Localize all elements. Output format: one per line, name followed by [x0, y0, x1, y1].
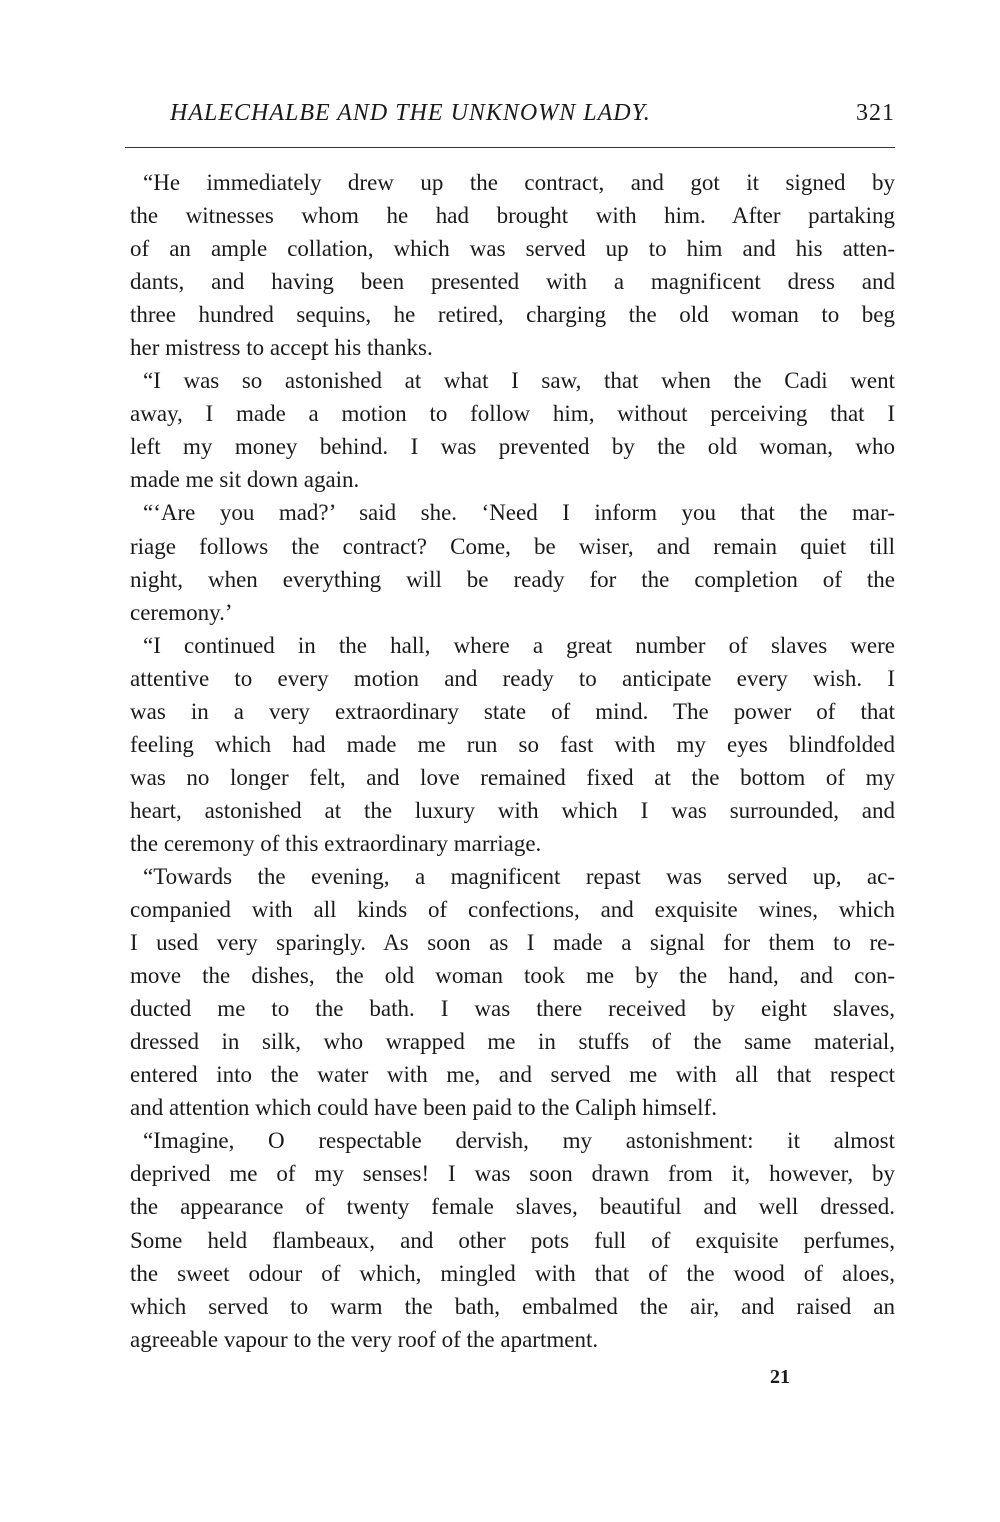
text-line: the witnesses whom he had brought with him. After partaking — [130, 203, 895, 229]
paragraph — [130, 1124, 895, 1355]
header-rule — [125, 147, 895, 148]
text-line: made me sit down again. — [130, 467, 360, 493]
text-line: agreeable vapour to the very roof of the apartment. — [130, 1326, 599, 1352]
text-line: Some held flambeaux, and other pots full of exquisite perfumes, — [130, 1227, 895, 1253]
text-line: dressed in silk, who wrapped me in stuffs of the same material, — [130, 1029, 895, 1055]
text-line: attentive to every motion and ready to anticipate every wish. I — [130, 665, 895, 691]
text-line: dants, and having been presented with a magnificent dress and — [130, 269, 895, 295]
running-title: HALECHALBE AND THE UNKNOWN LADY. — [170, 100, 651, 126]
text-line: “I continued in the hall, where a great number of slaves were — [143, 632, 895, 658]
text-line: the sweet odour of which, mingled with that of the wood of aloes, — [130, 1260, 895, 1286]
running-header — [170, 100, 895, 136]
text-line: the ceremony of this extraordinary marriage. — [130, 830, 542, 856]
text-line: away, I made a motion to follow him, without perceiving that I — [130, 401, 895, 427]
text-line: the appearance of twenty female slaves, beautiful and well dressed. — [130, 1194, 895, 1220]
text-line: and attention which could have been paid to the Caliph himself. — [130, 1095, 717, 1121]
text-line: deprived me of my senses! I was soon drawn from it, however, by — [130, 1161, 895, 1187]
paragraph — [130, 496, 895, 628]
text-line: “He immediately drew up the contract, and got it signed by — [143, 170, 895, 195]
text-line: her mistress to accept his thanks. — [130, 335, 433, 361]
text-line: feeling which had made me run so fast with my eyes blindfolded — [130, 731, 895, 757]
text-line: “‘Are you mad?’ said she. ‘Need I inform you that the mar- — [143, 500, 895, 526]
text-line: ceremony.’ — [130, 599, 233, 625]
text-line: of an ample collation, which was served up to him and his atten- — [130, 236, 895, 262]
text-line: three hundred sequins, he retired, charging the old woman to beg — [130, 302, 895, 328]
page-number: 321 — [856, 100, 895, 126]
text-line: riage follows the contract? Come, be wiser, and remain quiet till — [130, 533, 895, 559]
signature-mark: 21 — [770, 1366, 790, 1388]
paragraph — [130, 860, 895, 1124]
text-line: “Imagine, O respectable dervish, my astonishment: it almost — [143, 1128, 895, 1154]
text-line: entered into the water with me, and served me with all that respect — [130, 1062, 895, 1088]
paragraph — [130, 166, 895, 364]
text-line: move the dishes, the old woman took me by the hand, and con- — [130, 963, 895, 989]
text-line: which served to warm the bath, embalmed the air, and raised an — [130, 1293, 895, 1319]
paragraph — [130, 364, 895, 496]
text-line: I used very sparingly. As soon as I made a signal for them to re- — [130, 930, 895, 956]
body-text — [130, 166, 895, 1356]
text-line: “I was so astonished at what I saw, that when the Cadi went — [143, 368, 895, 394]
text-line: left my money behind. I was prevented by the old woman, who — [130, 434, 895, 460]
text-line: was in a very extraordinary state of mind. The power of that — [130, 698, 895, 724]
text-line: heart, astonished at the luxury with which I was surrounded, and — [130, 797, 895, 823]
text-line: ducted me to the bath. I was there received by eight slaves, — [130, 996, 895, 1022]
text-line: was no longer felt, and love remained fixed at the bottom of my — [130, 764, 895, 790]
paragraph — [130, 629, 895, 860]
text-line: “Towards the evening, a magnificent repast was served up, ac- — [143, 863, 895, 889]
text-line: companied with all kinds of confections, and exquisite wines, which — [130, 897, 895, 923]
text-line: night, when everything will be ready for the completion of the — [130, 566, 895, 592]
